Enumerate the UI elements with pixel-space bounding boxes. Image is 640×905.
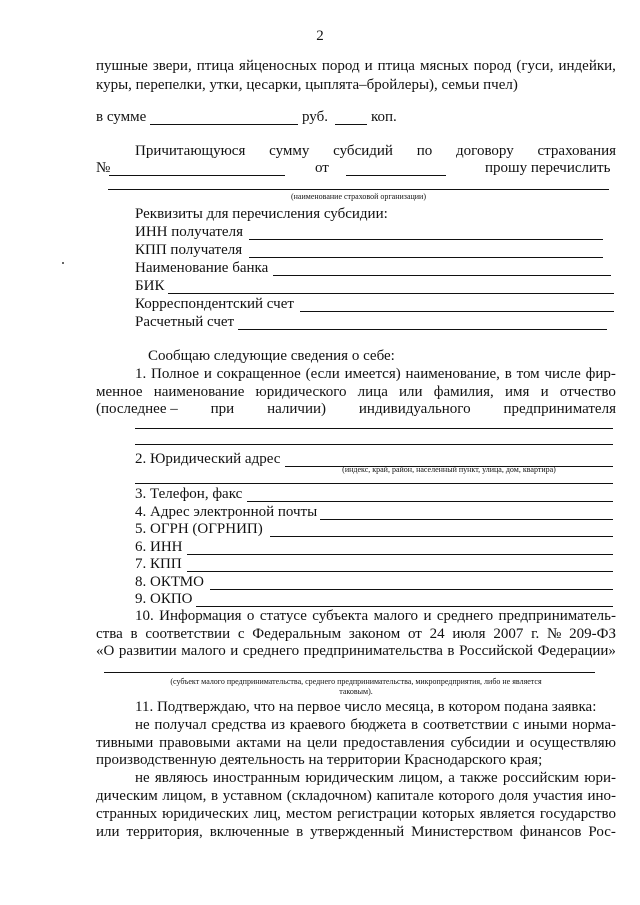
para-a-line-1: не получал средства из краевого бюджета в соответствии с иными норма- — [135, 717, 616, 733]
para-b-line-1: не являюсь иностранным юридическим лицом, а также российским юри- — [135, 770, 616, 786]
field-corr-label: Корреспондентский счет — [135, 296, 294, 312]
contract-number-sign: № — [96, 160, 111, 176]
item3-blank[interactable] — [247, 501, 613, 502]
item3-label: 3. Телефон, факс — [135, 486, 243, 502]
sum-label: в сумме — [96, 109, 147, 125]
intro-line-2: куры, перепелки, утки, цесарки, цыплята–бройлеры), семьи пчел) — [96, 77, 518, 93]
item2-label: 2. Юридический адрес — [135, 451, 281, 467]
item4-label: 4. Адрес электронной почты — [135, 504, 318, 520]
item10-line-3: «О развитии малого и среднего предпринимательства в Российской Федерации» — [96, 643, 616, 659]
insurer-name-blank[interactable] — [108, 189, 609, 190]
request-word: субсидий — [333, 143, 393, 159]
field-bank-label: Наименование банка — [135, 260, 269, 276]
para-b-line-2: дическим лицом, в уставном (складочном) капитале которого доля участия ино- — [96, 788, 616, 804]
field-bik-blank[interactable] — [168, 293, 614, 294]
field-account-label: Расчетный счет — [135, 314, 235, 330]
item5-label: 5. ОГРН (ОГРНИП) — [135, 521, 263, 537]
item10-line-2: ства в соответствии с Федеральным законом от 24 июля 2007 г. № 209-ФЗ — [96, 626, 616, 642]
item4-blank[interactable] — [320, 519, 613, 520]
insurer-name-caption: (наименование страховой организации) — [290, 192, 426, 201]
sum-rub-label: руб. — [302, 109, 328, 125]
contract-number-blank[interactable] — [109, 175, 285, 176]
contract-date-blank[interactable] — [346, 175, 446, 176]
request-line — [135, 142, 616, 160]
item2-caption: (индекс, край, район, населенный пункт, улица, дом, квартира) — [342, 465, 556, 474]
contract-from-label: от — [315, 160, 329, 176]
field-bank-blank[interactable] — [273, 275, 611, 276]
item10-blank[interactable] — [104, 672, 595, 673]
sum-kop-label: коп. — [371, 109, 397, 125]
item5-blank[interactable] — [270, 536, 613, 537]
item7-blank[interactable] — [187, 571, 613, 572]
intro-line-1: пушные звери, птица яйценосных пород и птица мясных пород (гуси, индейки, — [96, 58, 616, 74]
about-intro: Сообщаю следующие сведения о себе: — [148, 348, 395, 364]
item1-word: предпринимателя — [503, 401, 616, 417]
item9-label: 9. ОКПО — [135, 591, 193, 607]
request-tail: прошу перечислить — [485, 160, 611, 176]
scan-speck — [62, 262, 64, 264]
item1-blank-2[interactable] — [135, 444, 613, 445]
item1-word: при — [210, 401, 235, 417]
para-a-line-3: производственную деятельность на территории Краснодарского края; — [96, 752, 543, 768]
item10-line-1: 10. Информация о статусе субъекта малого и среднего предприниматель- — [135, 608, 616, 624]
request-word: Причитающуюся — [135, 143, 246, 159]
item1-line-2: менное наименование юридического лица или фамилия, имя и отчество — [96, 384, 616, 400]
item1-line-3 — [96, 400, 616, 418]
request-word: по — [416, 143, 433, 159]
field-inn-label: ИНН получателя — [135, 224, 243, 240]
item11-line: 11. Подтверждаю, что на первое число месяца, в котором подана заявка: — [135, 699, 597, 715]
request-word: страхования — [537, 143, 616, 159]
sum-rub-blank[interactable] — [150, 124, 298, 125]
field-kpp-blank[interactable] — [249, 257, 603, 258]
page-number: 2 — [316, 28, 324, 44]
item6-label: 6. ИНН — [135, 539, 183, 555]
request-word: договору — [456, 143, 514, 159]
item8-blank[interactable] — [210, 589, 613, 590]
item8-label: 8. ОКТМО — [135, 574, 204, 590]
field-inn-blank[interactable] — [249, 239, 603, 240]
item1-line-1: 1. Полное и сокращенное (если имеется) наименование, в том числе фир- — [135, 366, 616, 382]
item10-caption-2: таковым). — [339, 687, 373, 696]
item1-blank-1[interactable] — [135, 428, 613, 429]
item1-word: наличии) — [267, 401, 327, 417]
sum-kop-blank[interactable] — [335, 124, 367, 125]
field-kpp-label: КПП получателя — [135, 242, 243, 258]
item1-word: индивидуального — [358, 401, 471, 417]
item10-caption-1: (субъект малого предпринимательства, среднего предпринимательства, микропредприятия, либо не является — [170, 677, 542, 686]
para-a-line-2: тивными правовыми актами на цели предоставления субсидии и осуществляю — [96, 735, 616, 751]
para-b-line-3: странных юридических лиц, местом регистрации которых является государство — [96, 806, 616, 822]
field-account-blank[interactable] — [238, 329, 607, 330]
item1-word: (последнее – — [96, 401, 178, 417]
item7-label: 7. КПП — [135, 556, 182, 572]
item2-blank-2[interactable] — [135, 483, 613, 484]
field-corr-blank[interactable] — [300, 311, 614, 312]
item6-blank[interactable] — [187, 554, 613, 555]
para-b-line-4: или территория, включенные в утвержденный Министерством финансов Рос- — [96, 824, 616, 840]
requisites-title: Реквизиты для перечисления субсидии: — [135, 206, 388, 222]
request-word: сумму — [269, 143, 310, 159]
field-bik-label: БИК — [135, 278, 165, 294]
